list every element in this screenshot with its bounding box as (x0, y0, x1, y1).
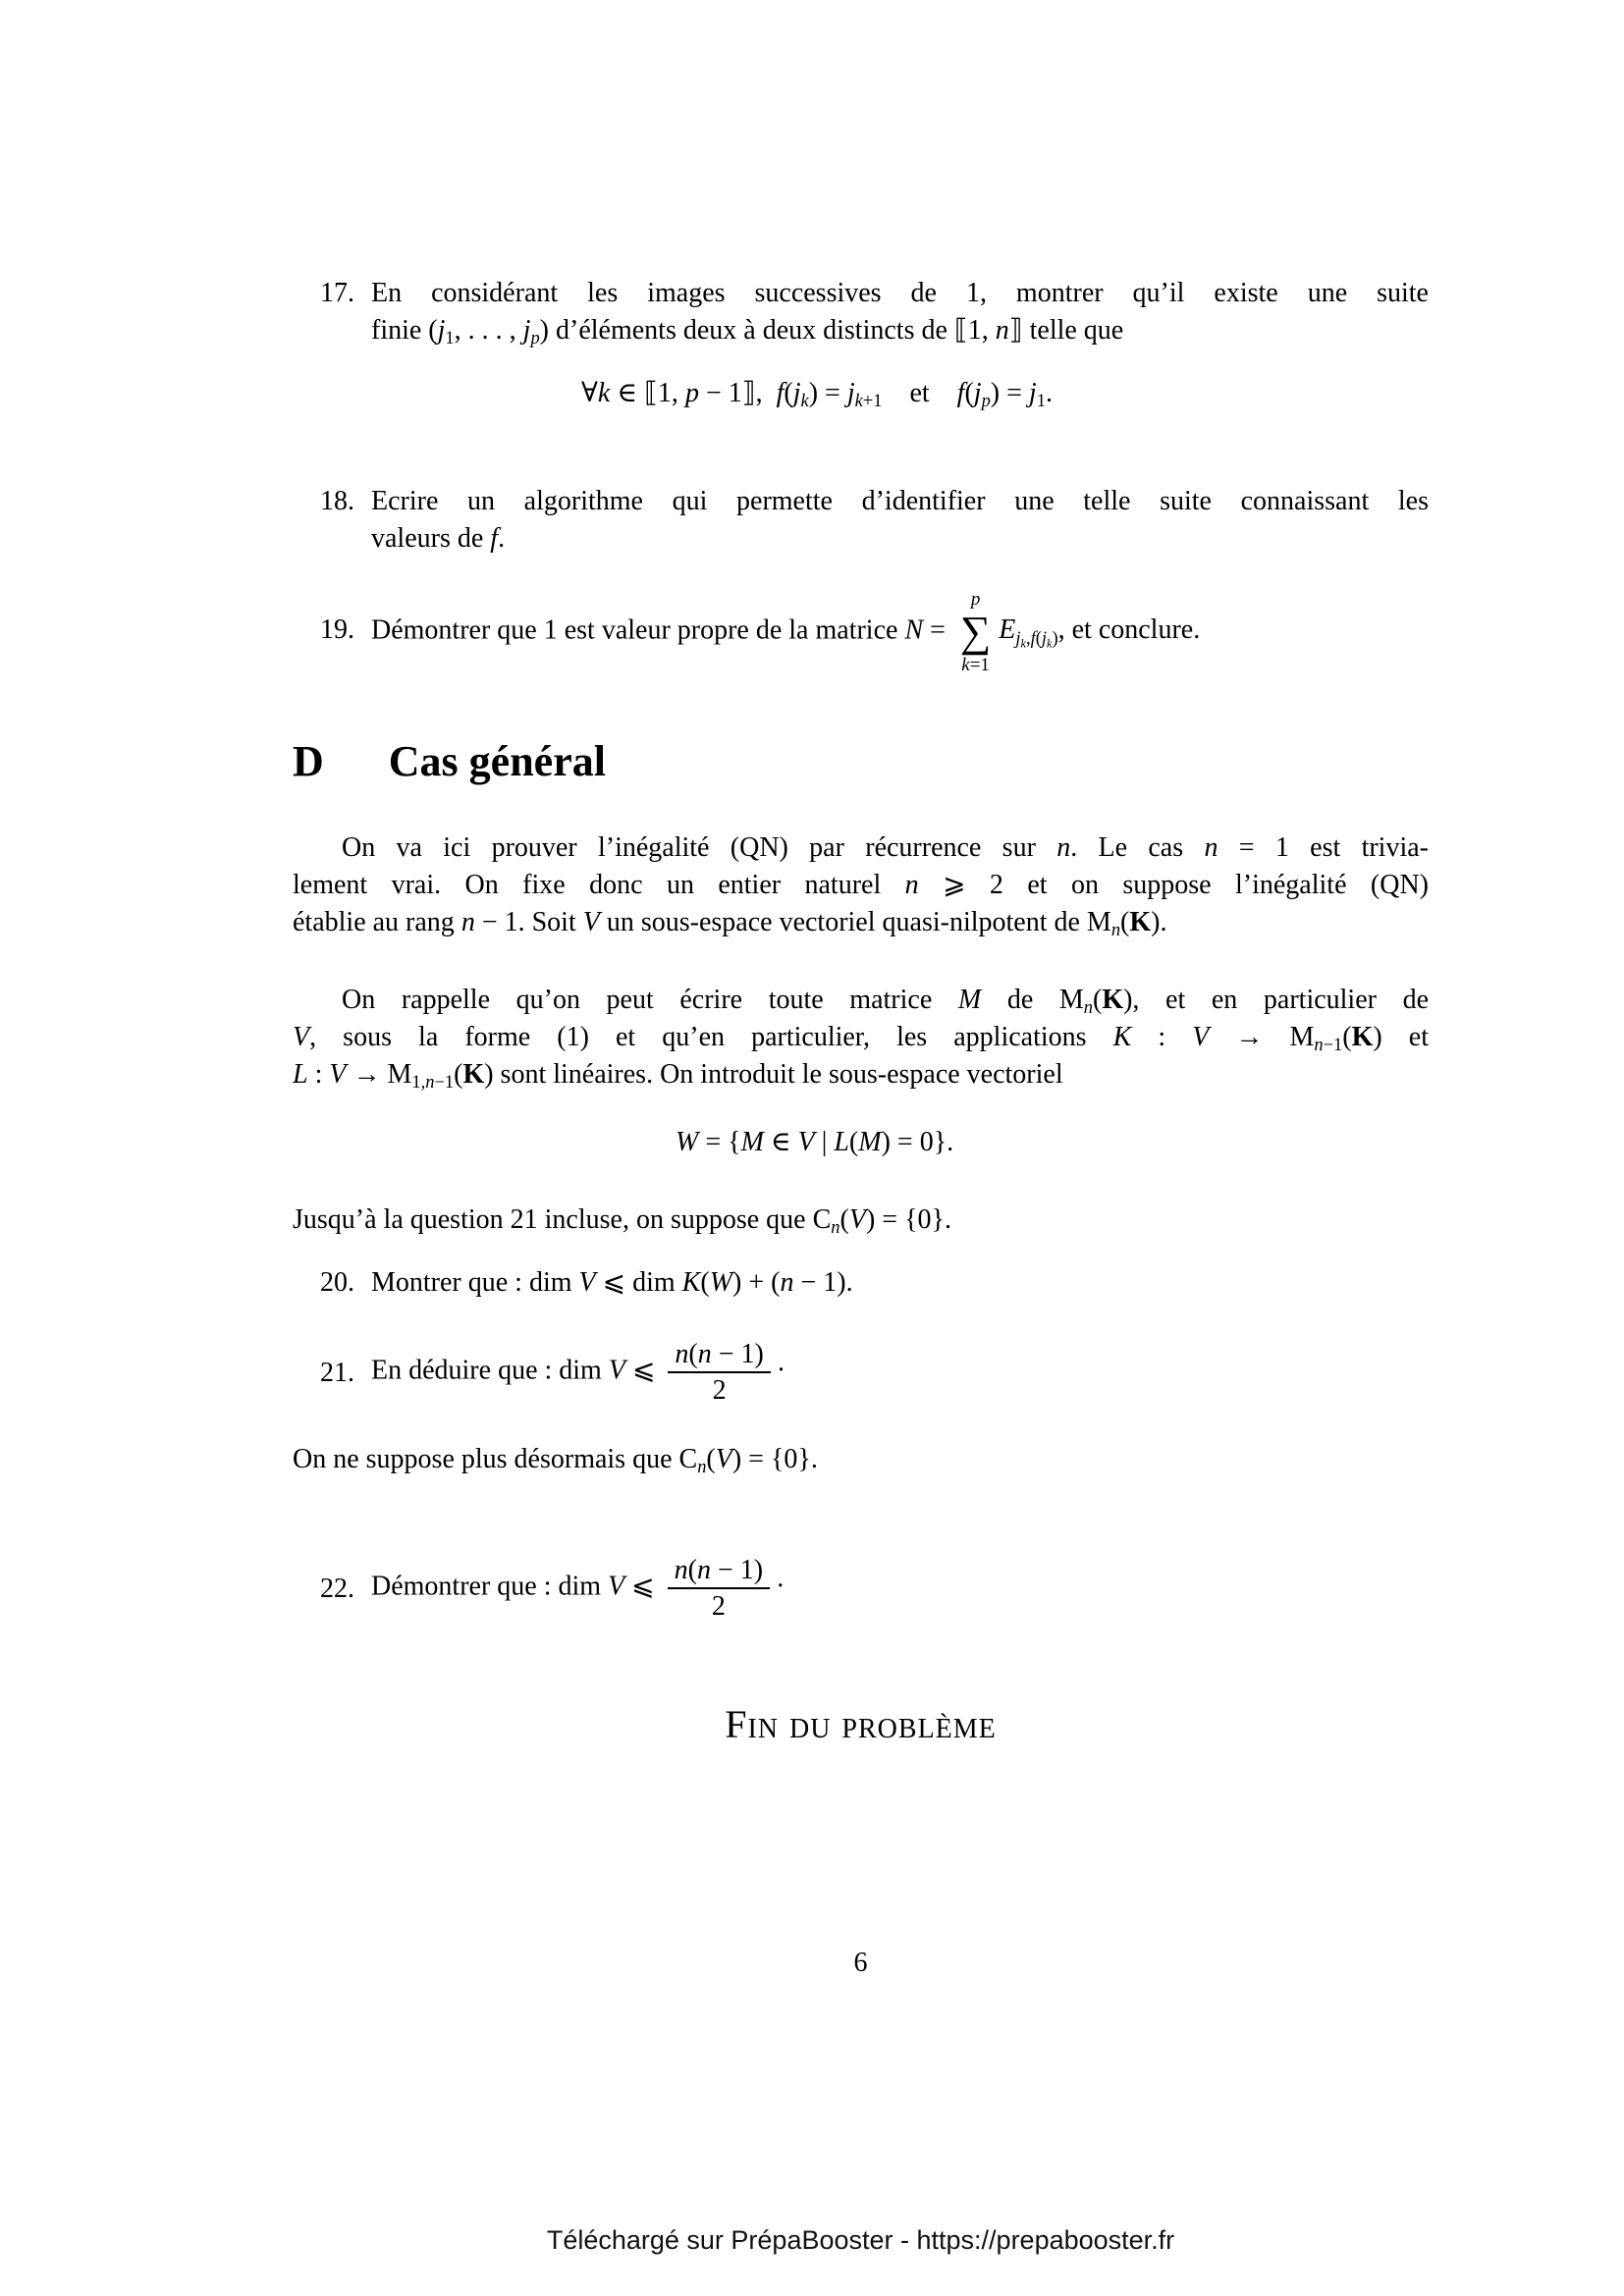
item-number: 21. (320, 1358, 354, 1388)
item-number: 22. (320, 1574, 354, 1604)
question-17 (293, 275, 1429, 349)
paragraph-2-line-2: V, sous la forme (1) et qu’en particulier, les applications K : $V \to M_{n-1}(K)$ et (293, 1022, 1430, 1055)
question-18-line-1: Ecrire un algorithme qui permette d’identifier une telle suite connaissant les (371, 486, 1429, 516)
summation (960, 589, 991, 675)
paragraph-1-line-2: lement vrai. On fixe donc un entier naturel n ⩾ 2 et on suppose l’inégalité (QN) (293, 870, 1429, 900)
fraction-numerator: n(n − 1) (668, 1553, 770, 1589)
question-19-pre: Démontrer que 1 est valeur propre de la matrice N = (371, 614, 952, 646)
paragraph-1-line-3: établie au rang n − 1. Soit V un sous-espace vectoriel quasi-nilpotent de $M_n(K)$. (293, 907, 1167, 940)
section-letter: D (293, 737, 324, 785)
paragraph-2-line-1: On rappelle qu’on peut écrire toute matrice M de $M_n(K)$, et en particulier de (342, 985, 1430, 1018)
item-number: 19. (320, 614, 354, 645)
end-of-problem: Fin du problème (725, 1702, 997, 1746)
question-19 (293, 589, 1429, 675)
question-21-post: · (776, 1355, 786, 1386)
item-number: 20. (320, 1267, 354, 1298)
question-18-line-2: valeurs de f. (371, 523, 506, 554)
question-17-line-1: En considérant les images successives de 1, montrer qu’il existe une suite (371, 278, 1429, 308)
fraction (668, 1553, 770, 1624)
assumption-note-1-text: Jusqu’à la question 21 incluse, on suppose que $C_n(V) = \{0\}$. (293, 1204, 951, 1238)
page-number: 6 (853, 1948, 868, 1978)
question-22-post: · (776, 1571, 785, 1602)
question-17-line-2: finie ($j_1$, . . . , $j_p$) d’éléments deux à deux distincts de ⟦1, n⟧ telle que (371, 315, 1124, 348)
question-22-pre: Démontrer que : dim V ⩽ (371, 1571, 662, 1602)
paragraph-2-line-3: L : $V \to M_{1,n-1}(K)$ sont linéaires. On introduit le sous-espace vectoriel (293, 1059, 1063, 1093)
assumption-note-1 (293, 1201, 1429, 1239)
question-20-text: Montrer que : dim V ⩽ dim K(W) + (n − 1). (371, 1267, 853, 1298)
question-20 (293, 1264, 1429, 1302)
fraction-denominator: 2 (711, 1591, 726, 1622)
paragraph-2 (293, 982, 1429, 1094)
sum-lower-limit: k=1 (961, 655, 990, 675)
question-21-pre: En déduire que : dim V ⩽ (371, 1355, 663, 1386)
assumption-note-2 (293, 1441, 1429, 1478)
question-19-post: $E_{j_k,f(j_k)}$, et conclure. (999, 614, 1201, 650)
section-heading (293, 738, 606, 785)
question-21 (293, 1337, 1429, 1408)
question-22 (293, 1553, 1429, 1624)
item-number: 17. (320, 278, 354, 308)
equation-cycle: ∀k ∈ ⟦1, p − 1⟧, $f(j_k) = j_{k+1}$ et $f(j_p) = j_1$. (581, 378, 1053, 411)
question-18 (293, 483, 1429, 558)
paragraph-1-line-1: On va ici prouver l’inégalité (QN) par récurrence sur n. Le cas n = 1 est trivia- (342, 832, 1429, 863)
paragraph-1 (293, 829, 1429, 941)
footer-credit: Téléchargé sur PrépaBooster - https://prepabooster.fr (546, 2225, 1175, 2255)
fraction-denominator: 2 (712, 1375, 727, 1406)
assumption-note-2-text: On ne suppose plus désormais que $C_n(V) = \{0\}$. (293, 1444, 818, 1477)
fraction-numerator: n(n − 1) (668, 1337, 770, 1373)
fraction (668, 1337, 770, 1408)
sum-upper-limit: p (970, 589, 981, 610)
sigma-symbol: ∑ (959, 608, 992, 656)
section-title: Cas général (388, 737, 606, 785)
item-number: 18. (320, 486, 354, 516)
equation-subspace-w: W = {M ∈ V | L(M) = 0}. (676, 1127, 954, 1157)
